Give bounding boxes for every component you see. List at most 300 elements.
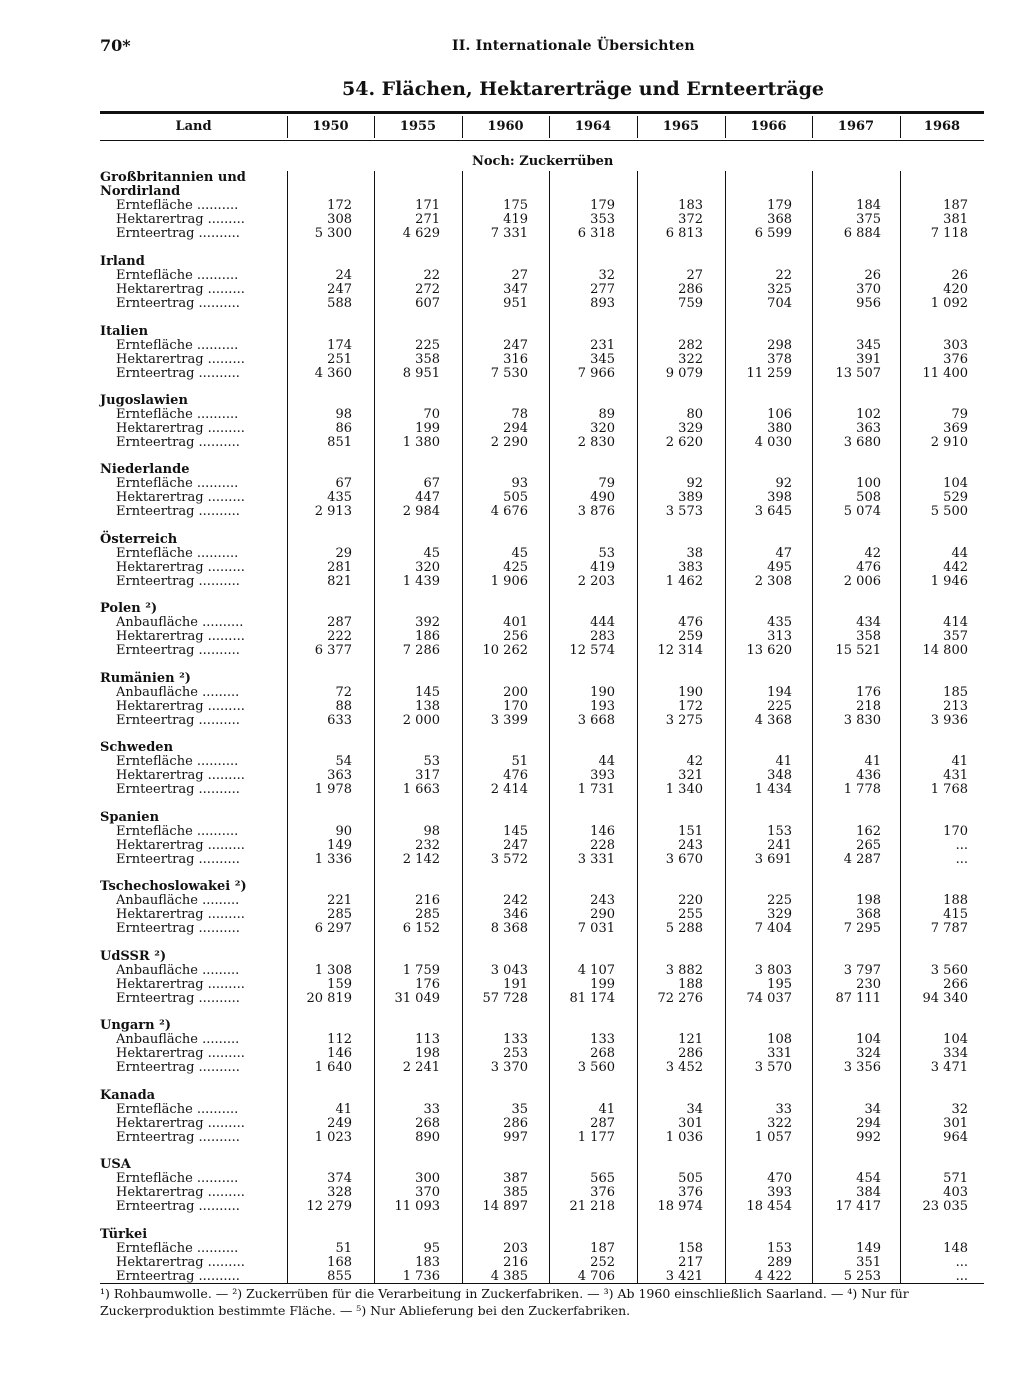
table-cell: 179: [590, 198, 615, 213]
table-subheading: Noch: Zuckerrüben: [472, 154, 614, 169]
country-name: Rumänien ²): [100, 671, 191, 686]
table-cell: 588: [327, 296, 352, 311]
table-cell: 435: [327, 490, 352, 505]
table-cell: 231: [590, 338, 615, 353]
table-cell: 255: [678, 907, 703, 922]
table-cell: 1 731: [577, 782, 615, 797]
table-cell: 216: [415, 893, 440, 908]
table-cell: 1 906: [490, 574, 528, 589]
table-cell: 363: [856, 421, 881, 436]
country-name: Tschechoslowakei ²): [100, 879, 247, 894]
table-cell: 187: [943, 198, 968, 213]
column-header-year: 1966: [750, 119, 787, 134]
table-cell: 241: [767, 838, 792, 853]
table-cell: 328: [327, 1185, 352, 1200]
table-cell: 3 421: [665, 1269, 703, 1284]
table-cell: 505: [503, 490, 528, 505]
table-cell: 997: [503, 1130, 528, 1145]
table-header-rule: [100, 140, 984, 141]
footnote-line-1: ¹) Rohbaumwolle. — ²) Zuckerrüben für die Verarbeitung in Zuckerfabriken. — ³) Ab 1960 einschließlich Saarland. — ⁴) Nur für: [100, 1286, 909, 1301]
country-name: UdSSR ²): [100, 949, 167, 964]
table-cell: 855: [327, 1269, 352, 1284]
row-label: Erntefläche ..........: [116, 824, 239, 839]
table-cell: 385: [503, 1185, 528, 1200]
table-cell: 185: [943, 685, 968, 700]
table-cell: 88: [335, 699, 352, 714]
table-cell: 384: [856, 1185, 881, 1200]
table-cell: 27: [686, 268, 703, 283]
table-cell: 414: [943, 615, 968, 630]
table-cell: 571: [943, 1171, 968, 1186]
table-cell: 425: [503, 560, 528, 575]
row-label: Hektarertrag .........: [116, 699, 245, 714]
table-cell: 358: [415, 352, 440, 367]
table-cell: 298: [767, 338, 792, 353]
table-cell: 6 884: [843, 226, 881, 241]
table-cell: 1 057: [754, 1130, 792, 1145]
table-cell: 321: [678, 768, 703, 783]
table-cell: 81 174: [569, 991, 615, 1006]
table-cell: 121: [678, 1032, 703, 1047]
table-cell: 187: [590, 1241, 615, 1256]
table-cell: 174: [327, 338, 352, 353]
table-cell: 2 006: [843, 574, 881, 589]
table-cell: 6 152: [402, 921, 440, 936]
table-cell: 138: [415, 699, 440, 714]
table-top-rule: [100, 111, 984, 114]
table-cell: 368: [767, 212, 792, 227]
table-cell: 347: [503, 282, 528, 297]
table-cell: 7 966: [577, 366, 615, 381]
row-label: Hektarertrag .........: [116, 352, 245, 367]
table-cell: 89: [598, 407, 615, 422]
table-cell: 3 936: [930, 713, 968, 728]
table-cell: 100: [856, 476, 881, 491]
table-cell: 149: [327, 838, 352, 853]
table-cell: 146: [590, 824, 615, 839]
table-cell: 146: [327, 1046, 352, 1061]
table-cell: 374: [327, 1171, 352, 1186]
table-cell: 387: [503, 1171, 528, 1186]
table-cell: 4 706: [577, 1269, 615, 1284]
table-cell: 286: [678, 1046, 703, 1061]
table-cell: 3 876: [577, 504, 615, 519]
table-cell: 821: [327, 574, 352, 589]
table-cell: 294: [503, 421, 528, 436]
table-cell: 316: [503, 352, 528, 367]
table-cell: 3 803: [754, 963, 792, 978]
table-cell: 370: [415, 1185, 440, 1200]
table-cell: 188: [943, 893, 968, 908]
table-cell: 331: [767, 1046, 792, 1061]
country-name: Polen ²): [100, 601, 158, 616]
table-cell: 95: [423, 1241, 440, 1256]
table-cell: 1 759: [402, 963, 440, 978]
table-cell: 3 670: [665, 852, 703, 867]
row-label: Erntefläche ..........: [116, 198, 239, 213]
table-cell: 47: [775, 546, 792, 561]
table-cell: 1 946: [930, 574, 968, 589]
row-label: Ernteertrag ..........: [116, 504, 240, 519]
table-cell: 303: [943, 338, 968, 353]
table-cell: 213: [943, 699, 968, 714]
table-cell: 265: [856, 838, 881, 853]
row-label: Hektarertrag .........: [116, 1185, 245, 1200]
table-cell: 3 356: [843, 1060, 881, 1075]
table-cell: 41: [335, 1102, 352, 1117]
column-header-year: 1950: [312, 119, 349, 134]
row-label: Ernteertrag ..........: [116, 921, 240, 936]
table-cell: 2 203: [577, 574, 615, 589]
table-cell: 53: [598, 546, 615, 561]
row-label: Anbaufläche .........: [116, 685, 240, 700]
table-cell: 3 572: [490, 852, 528, 867]
table-cell: 286: [678, 282, 703, 297]
table-cell: 266: [943, 977, 968, 992]
table-cell: 372: [678, 212, 703, 227]
table-cell: 72: [335, 685, 352, 700]
table-cell: 300: [415, 1171, 440, 1186]
table-cell: 1 380: [402, 435, 440, 450]
table-cell: 383: [678, 560, 703, 575]
table-cell: 3 452: [665, 1060, 703, 1075]
row-label: Hektarertrag .........: [116, 1046, 245, 1061]
table-cell: 2 241: [402, 1060, 440, 1075]
table-cell: 1 439: [402, 574, 440, 589]
table-cell: 170: [943, 824, 968, 839]
table-cell: 29: [335, 546, 352, 561]
table-cell: 193: [590, 699, 615, 714]
table-cell: 45: [511, 546, 528, 561]
table-cell: 188: [678, 977, 703, 992]
table-cell: 79: [951, 407, 968, 422]
table-cell: 247: [503, 338, 528, 353]
table-cell: 90: [335, 824, 352, 839]
table-cell: 345: [590, 352, 615, 367]
table-cell: 35: [511, 1102, 528, 1117]
table-cell: 419: [503, 212, 528, 227]
table-cell: 148: [943, 1241, 968, 1256]
table-cell: 7 286: [402, 643, 440, 658]
table-cell: 1 663: [402, 782, 440, 797]
table-cell: 221: [327, 893, 352, 908]
table-cell: 956: [856, 296, 881, 311]
table-cell: 2 308: [754, 574, 792, 589]
table-cell: 247: [503, 838, 528, 853]
row-label: Ernteertrag ..........: [116, 643, 240, 658]
table-cell: 199: [415, 421, 440, 436]
page-number: 70*: [100, 36, 131, 55]
row-label: Erntefläche ..........: [116, 1171, 239, 1186]
table-cell: 190: [590, 685, 615, 700]
table-cell: 104: [943, 476, 968, 491]
table-cell: 220: [678, 893, 703, 908]
table-cell: 964: [943, 1130, 968, 1145]
table-cell: 301: [678, 1116, 703, 1131]
row-label: Hektarertrag .........: [116, 768, 245, 783]
table-cell: 419: [590, 560, 615, 575]
table-cell: 41: [951, 754, 968, 769]
table-cell: 170: [503, 699, 528, 714]
table-cell: 67: [423, 476, 440, 491]
table-cell: 4 422: [754, 1269, 792, 1284]
table-cell: 476: [503, 768, 528, 783]
table-cell: 1 768: [930, 782, 968, 797]
table-cell: 1 340: [665, 782, 703, 797]
table-cell: 3 645: [754, 504, 792, 519]
table-cell: 329: [678, 421, 703, 436]
table-cell: 444: [590, 615, 615, 630]
table-cell: 1 023: [314, 1130, 352, 1145]
table-cell: 7 530: [490, 366, 528, 381]
table-cell: 194: [767, 685, 792, 700]
country-name: Italien: [100, 324, 149, 339]
table-cell: 23 035: [922, 1199, 968, 1214]
table-cell: 376: [590, 1185, 615, 1200]
table-cell: 6 377: [314, 643, 352, 658]
table-cell: 190: [678, 685, 703, 700]
table-cell: 1 640: [314, 1060, 352, 1075]
table-cell: 172: [678, 699, 703, 714]
row-label: Hektarertrag .........: [116, 560, 245, 575]
table-cell: 256: [503, 629, 528, 644]
table-cell: 27: [511, 268, 528, 283]
column-header-land: Land: [175, 119, 212, 134]
row-label: Erntefläche ..........: [116, 338, 239, 353]
table-cell: 74 037: [746, 991, 792, 1006]
row-label: Ernteertrag ..........: [116, 1130, 240, 1145]
table-cell: 268: [415, 1116, 440, 1131]
table-cell: 6 318: [577, 226, 615, 241]
table-cell: 33: [775, 1102, 792, 1117]
table-cell: 325: [767, 282, 792, 297]
table-cell: 470: [767, 1171, 792, 1186]
table-cell: 317: [415, 768, 440, 783]
table-cell: 53: [423, 754, 440, 769]
row-label: Ernteertrag ..........: [116, 991, 240, 1006]
table-cell: 294: [856, 1116, 881, 1131]
table-cell: 11 093: [394, 1199, 440, 1214]
table-cell: 92: [775, 476, 792, 491]
table-cell: 158: [678, 1241, 703, 1256]
table-cell: 2 290: [490, 435, 528, 450]
row-label: Hektarertrag .........: [116, 421, 245, 436]
table-cell: 442: [943, 560, 968, 575]
table-cell: 1 177: [577, 1130, 615, 1145]
table-cell: 5 074: [843, 504, 881, 519]
table-cell: 26: [951, 268, 968, 283]
table-cell: 287: [327, 615, 352, 630]
table-cell: 80: [686, 407, 703, 422]
section-heading: II. Internationale Übersichten: [452, 38, 695, 54]
table-cell: 218: [856, 699, 881, 714]
table-title: 54. Flächen, Hektarerträge und Ernteerträge: [342, 78, 824, 100]
table-cell: 380: [767, 421, 792, 436]
row-label: Anbaufläche .........: [116, 963, 240, 978]
table-cell: 149: [856, 1241, 881, 1256]
table-cell: 308: [327, 212, 352, 227]
table-cell: 51: [335, 1241, 352, 1256]
table-cell: 7 031: [577, 921, 615, 936]
table-cell: 2 142: [402, 852, 440, 867]
table-cell: 3 797: [843, 963, 881, 978]
table-cell: 159: [327, 977, 352, 992]
table-cell: 252: [590, 1255, 615, 1270]
table-cell: 32: [598, 268, 615, 283]
table-cell: 22: [775, 268, 792, 283]
table-cell: 704: [767, 296, 792, 311]
table-cell: 435: [767, 615, 792, 630]
table-cell: 12 279: [306, 1199, 352, 1214]
table-cell: ...: [955, 1269, 968, 1284]
table-cell: 176: [415, 977, 440, 992]
country-name: Irland: [100, 254, 145, 269]
table-cell: 268: [590, 1046, 615, 1061]
table-cell: 104: [856, 1032, 881, 1047]
table-cell: 282: [678, 338, 703, 353]
row-label: Erntefläche ..........: [116, 1241, 239, 1256]
row-label: Erntefläche ..........: [116, 407, 239, 422]
table-cell: 2 913: [314, 504, 352, 519]
table-cell: 3 668: [577, 713, 615, 728]
table-cell: 376: [943, 352, 968, 367]
table-cell: 20 819: [306, 991, 352, 1006]
table-cell: 8 951: [402, 366, 440, 381]
table-cell: 14 800: [922, 643, 968, 658]
row-label: Ernteertrag ..........: [116, 852, 240, 867]
column-header-year: 1960: [487, 119, 524, 134]
row-label: Hektarertrag .........: [116, 977, 245, 992]
table-cell: 6 813: [665, 226, 703, 241]
table-cell: 41: [598, 1102, 615, 1117]
table-cell: 15 521: [835, 643, 881, 658]
table-cell: 133: [503, 1032, 528, 1047]
row-label: Hektarertrag .........: [116, 907, 245, 922]
table-cell: 277: [590, 282, 615, 297]
table-cell: 334: [943, 1046, 968, 1061]
table-cell: 287: [590, 1116, 615, 1131]
row-label: Ernteertrag ..........: [116, 782, 240, 797]
table-cell: 106: [767, 407, 792, 422]
table-cell: 153: [767, 1241, 792, 1256]
table-cell: 5 253: [843, 1269, 881, 1284]
table-cell: 251: [327, 352, 352, 367]
table-cell: 45: [423, 546, 440, 561]
row-label: Ernteertrag ..........: [116, 1060, 240, 1075]
footnote-line-2: Zuckerproduktion bestimmte Fläche. — ⁵) Nur Ablieferung bei den Zuckerfabriken.: [100, 1303, 631, 1318]
table-cell: 378: [767, 352, 792, 367]
table-cell: 370: [856, 282, 881, 297]
table-cell: 179: [767, 198, 792, 213]
table-cell: 191: [503, 977, 528, 992]
table-cell: 851: [327, 435, 352, 450]
table-cell: 415: [943, 907, 968, 922]
table-cell: 1 336: [314, 852, 352, 867]
table-cell: 242: [503, 893, 528, 908]
row-label: Anbaufläche ..........: [116, 615, 244, 630]
table-cell: 93: [511, 476, 528, 491]
table-cell: 1 308: [314, 963, 352, 978]
table-cell: 42: [686, 754, 703, 769]
table-cell: 403: [943, 1185, 968, 1200]
table-cell: 6 599: [754, 226, 792, 241]
table-cell: 893: [590, 296, 615, 311]
table-cell: 313: [767, 629, 792, 644]
table-cell: 11 400: [922, 366, 968, 381]
table-cell: 31 049: [394, 991, 440, 1006]
table-cell: 1 462: [665, 574, 703, 589]
table-cell: 34: [864, 1102, 881, 1117]
table-cell: 217: [678, 1255, 703, 1270]
table-cell: 320: [590, 421, 615, 436]
table-cell: 11 259: [746, 366, 792, 381]
table-cell: 24: [335, 268, 352, 283]
table-cell: 198: [415, 1046, 440, 1061]
table-cell: 7 118: [930, 226, 968, 241]
table-cell: 94 340: [922, 991, 968, 1006]
table-cell: 346: [503, 907, 528, 922]
table-cell: 5 300: [314, 226, 352, 241]
row-label: Hektarertrag .........: [116, 629, 245, 644]
table-cell: 476: [678, 615, 703, 630]
country-name: Kanada: [100, 1088, 156, 1103]
table-cell: 529: [943, 490, 968, 505]
table-cell: 992: [856, 1130, 881, 1145]
table-cell: 8 368: [490, 921, 528, 936]
table-cell: 4 676: [490, 504, 528, 519]
table-cell: 7 404: [754, 921, 792, 936]
country-name: Spanien: [100, 810, 160, 825]
table-cell: 183: [678, 198, 703, 213]
table-cell: 322: [767, 1116, 792, 1131]
table-cell: 18 974: [657, 1199, 703, 1214]
table-cell: 951: [503, 296, 528, 311]
table-cell: 286: [503, 1116, 528, 1131]
table-cell: 5 288: [665, 921, 703, 936]
table-cell: 401: [503, 615, 528, 630]
table-cell: 44: [598, 754, 615, 769]
table-cell: 272: [415, 282, 440, 297]
table-cell: 4 107: [577, 963, 615, 978]
table-cell: 320: [415, 560, 440, 575]
table-cell: 41: [775, 754, 792, 769]
table-cell: 431: [943, 768, 968, 783]
table-cell: 476: [856, 560, 881, 575]
table-cell: 357: [943, 629, 968, 644]
row-label: Hektarertrag .........: [116, 490, 245, 505]
table-cell: 4 368: [754, 713, 792, 728]
table-cell: 368: [856, 907, 881, 922]
table-cell: 171: [415, 198, 440, 213]
table-cell: 153: [767, 824, 792, 839]
table-cell: 7 295: [843, 921, 881, 936]
row-label: Hektarertrag .........: [116, 838, 245, 853]
row-label: Erntefläche ..........: [116, 1102, 239, 1117]
table-cell: 222: [327, 629, 352, 644]
table-cell: 26: [864, 268, 881, 283]
table-cell: 112: [327, 1032, 352, 1047]
table-cell: 102: [856, 407, 881, 422]
table-cell: 70: [423, 407, 440, 422]
table-cell: 168: [327, 1255, 352, 1270]
table-cell: 42: [864, 546, 881, 561]
table-cell: 6 297: [314, 921, 352, 936]
table-cell: 301: [943, 1116, 968, 1131]
table-cell: 200: [503, 685, 528, 700]
table-cell: 358: [856, 629, 881, 644]
table-cell: 565: [590, 1171, 615, 1186]
table-cell: 230: [856, 977, 881, 992]
